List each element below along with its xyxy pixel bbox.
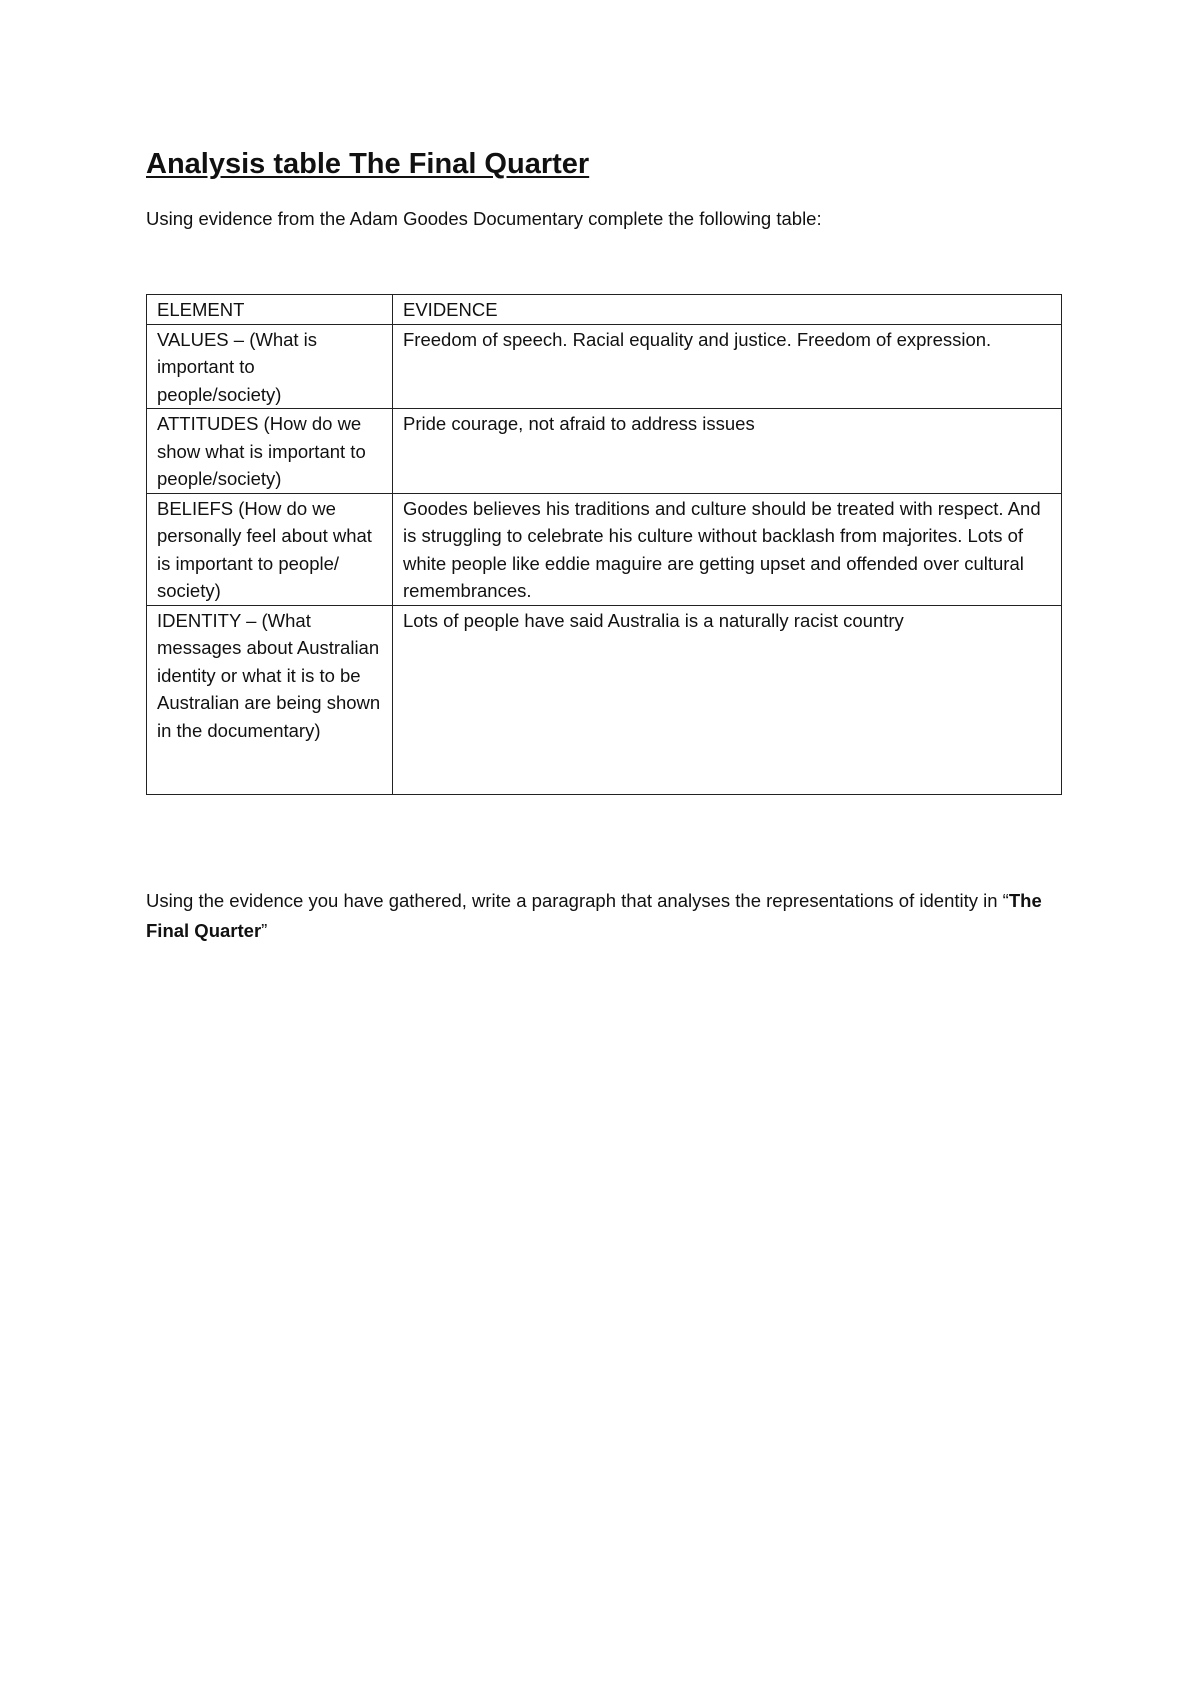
element-cell-beliefs: BELIEFS (How do we personally feel about what is important to people/ society) <box>147 493 393 605</box>
closing-suffix: ” <box>261 920 268 941</box>
element-cell-attitudes: ATTITUDES (How do we show what is important to people/society) <box>147 409 393 494</box>
analysis-table <box>146 294 1062 795</box>
table-row <box>147 409 1062 494</box>
evidence-cell-values: Freedom of speech. Racial equality and justice. Freedom of expression. <box>393 324 1062 409</box>
page-title: Analysis table The Final Quarter <box>146 148 590 180</box>
closing-prefix: Using the evidence you have gathered, write a paragraph that analyses the representations of identity in “ <box>146 890 1009 911</box>
table-row <box>147 605 1062 794</box>
table-row <box>147 493 1062 605</box>
evidence-cell-beliefs: Goodes believes his traditions and culture should be treated with respect. And is struggling to celebrate his culture without backlash from majorites. Lots of white people like eddie maguire are getting upset and offended over cultural remembrances. <box>393 493 1062 605</box>
evidence-cell-identity: Lots of people have said Australia is a naturally racist country <box>393 605 1062 794</box>
instruction-text: Using evidence from the Adam Goodes Documentary complete the following table: <box>146 208 822 229</box>
table-header-row <box>147 295 1062 325</box>
evidence-cell-attitudes: Pride courage, not afraid to address issues <box>393 409 1062 494</box>
header-evidence: EVIDENCE <box>393 295 1062 325</box>
closing-prompt <box>146 886 1066 946</box>
table-row <box>147 324 1062 409</box>
element-cell-values: VALUES – (What is important to people/society) <box>147 324 393 409</box>
header-element: ELEMENT <box>147 295 393 325</box>
film-title: The Final Quarter <box>146 890 1042 941</box>
element-cell-identity: IDENTITY – (What messages about Australian identity or what it is to be Australian are being shown in the documentary) <box>147 605 393 794</box>
